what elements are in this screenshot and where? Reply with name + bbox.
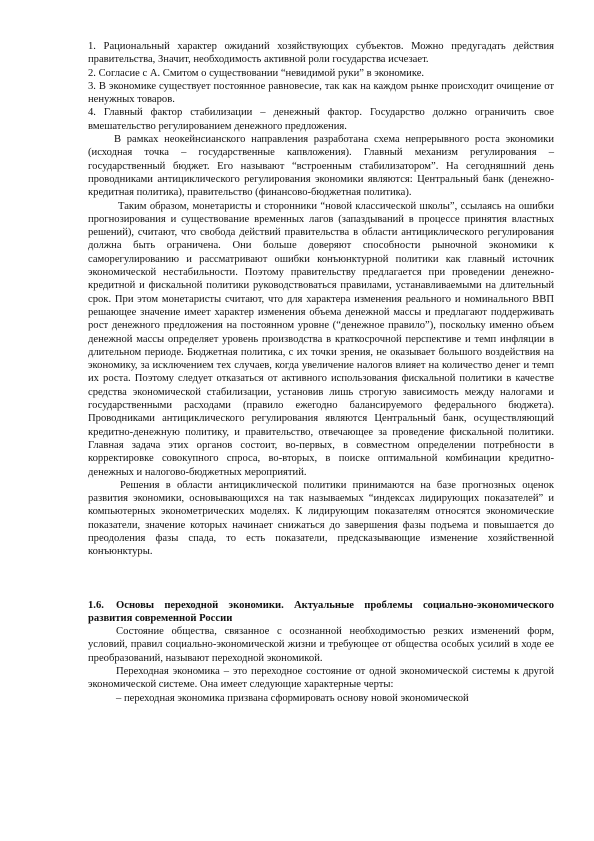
keynesian-paragraph: В рамках неокейнсианского направления разработана схема непрерывного роста экономики (исходная точка – государственные капвложения). Главный механизм регулирования – государственный бюджет. Его называют “встроенным стабилизатором”. На сегодняшний день проводниками антициклического регулирования экономики являются: Центральный банк (денежно-кредитная политика), правительство (финансово-бюджетная политика).	[88, 134, 554, 199]
society-paragraph: Состояние общества, связанное с осознанной необходимостью резких изменений форм, условий, правил социально-экономической жизни и требующее от общества особых усилий в ходе ее преобразований, называют переходной экономикой.	[88, 626, 554, 664]
list-item: 4. Главный фактор стабилизации – денежный фактор. Государство должно ограничить свое вмешательство регулированием денежного предложения.	[88, 107, 554, 132]
section-heading	[88, 599, 554, 626]
monetarist-principles-list	[88, 40, 554, 133]
list-item: 2. Согласие с А. Смитом о существовании “невидимой руки” в экономике.	[88, 67, 425, 79]
list-item: 3. В экономике существует постоянное равновесие, так как на каждом рынке происходит очищение от ненужных товаров.	[88, 80, 554, 106]
feature-list-item: – переходная экономика призвана сформировать основу новой экономической	[116, 692, 469, 704]
section-number: 1.6.	[88, 599, 104, 611]
forecasts-paragraph: Решения в области антициклической политики принимаются на базе прогнозных оценок развития экономики, основывающихся на так называемых “индексах лидирующих показателей” и компьютерных эконометрических моделях. К лидирующим показателям относятся экономические показатели, значение которых начинает снижаться до завершения фазы подъема и повышается до преодоления фазы спада, то есть показатели, предсказывающие изменение хозяйственной конъюнктуры.	[88, 479, 554, 558]
document-page	[88, 40, 554, 705]
section-title: Основы переходной экономики. Актуальные проблемы социально-экономического развития современной России	[88, 599, 554, 624]
definition-paragraph: Переходная экономика – это переходное состояние от одной экономической системы к другой экономической системе. Она имеет следующие характерные черты:	[88, 666, 554, 691]
list-item: 1. Рациональный характер ожиданий хозяйствующих субъектов. Можно предугадать действия правительства, Значит, необходимость активной роли государства исчезает.	[88, 41, 554, 66]
section-spacer	[88, 559, 554, 599]
monetarists-paragraph: Таким образом, монетаристы и сторонники “новой классической школы”, ссылаясь на ошибки прогнозирования и существование временных лагов (запаздываний в процессе принятия властных решений), считают, что свобода действий правительства в области антициклического регулирования должна быть ограничена. Они больше доверяют способности рыночной экономики к саморегулированию и рассматривают ошибки конъюнктурной политики как главный источник экономической нестабильности. Поэтому правительству предлагается при проведении денежно-кредитной и фискальной политики руководствоваться правилами, устанавливаемыми на длительный срок. При этом монетаристы считают, что для характера изменения реального и номинального ВВП решающее значение имеет характер изменения объема денежной массы и предлагают поддерживать рост денежного предложения на постоянном уровне (“денежное правило”), поскольку именно объем денежной массы определяет уровень производства в краткосрочной перспективе и темп инфляции в длительном периоде. Бюджетная политика, с их точки зрения, не оказывает большого воздействия на экономику, за исключением тех случаев, когда увеличение налогов влияет на количество денег и темп их роста. Поэтому следует отказаться от активного использования фискальной политики в качестве средства экономической стабилизации, установив лишь строгую зависимость между налогами и государственными расходами (правило ежегодно балансируемого федерального бюджета). Проводниками антициклического регулирования являются Центральный банк, осуществляющий кредитно-денежную политику, и правительство, отвечающее за проведение фискальной политики. Главная задача этих органов состоит, во-первых, в совместном определении потребности в корректировке совокупного спроса, во-вторых, в поиске оптимальной комбинации кредитно-денежных и налогово-бюджетных мероприятий.	[88, 200, 554, 478]
